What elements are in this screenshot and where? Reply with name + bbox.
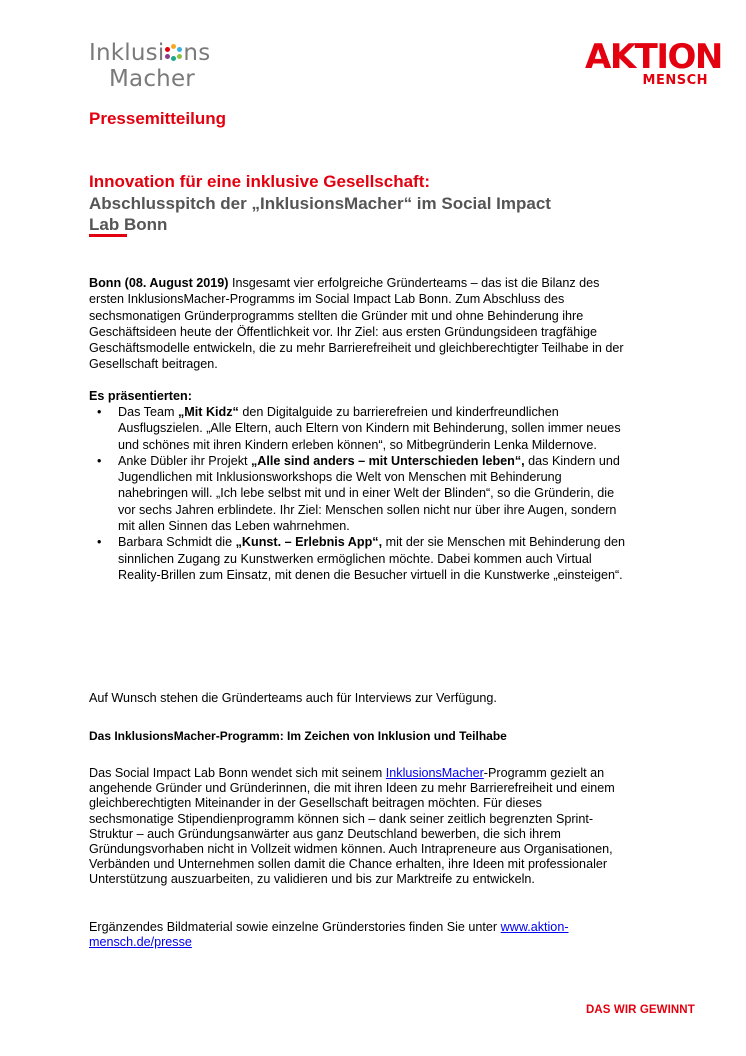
logo-mensch: MENSCH: [642, 73, 708, 88]
logo-text-part2: ns: [183, 40, 211, 66]
item-text: mit der sie Menschen mit Behinderung den sinnlichen Zugang zu Kunstwerken ermöglichen möchte. Dabei kommen auch Virtual Reality-Brillen zum Einsatz, mit denen die Besucher virtuell in die Kunstwerke „einsteigen“.: [118, 535, 626, 582]
item-text: Das Team: [118, 405, 178, 419]
item-bold: „Kunst. – Erlebnis App“,: [235, 535, 383, 550]
colored-dots-icon: [165, 44, 182, 61]
presenters-heading: Es präsentierten:: [89, 389, 192, 403]
presenters-list: [89, 404, 634, 583]
dateline: Bonn (08. August 2019): [89, 276, 229, 290]
program-text: -Programm gezielt an angehende Gründer und Gründerinnen, die mit ihren Ideen zu mehr Barrierefreiheit und einem gleichberechtigten Miteinander in der Gesellschaft beitragen möchten. Für dieses sechsmonatige Stipendienprogramm können sich – dank seiner zeitlich begrenzten Sprint-Struktur – auch Gründungsanwärter aus ganz Deutschland bewerben, die sich ihrem Gründungsvorhaben nicht in Vollzeit widmen können. Auch Intrapreneure aus Organisationen, Verbänden und Unternehmen sollen damit die Chance erhalten, ihre Ideen mit professionaler Unterstützung auszuarbeiten, zu validieren und bis zur Marktreife zu entwickeln.: [89, 766, 615, 887]
item-bold: „Alle sind anders – mit Unterschieden leben“,: [251, 453, 525, 468]
material-text: Ergänzendes Bildmaterial sowie einzelne Gründerstories finden Sie unter: [89, 920, 501, 934]
aktion-mensch-logo: [585, 37, 722, 88]
program-heading: Das InklusionsMacher-Programm: Im Zeichen von Inklusion und Teilhabe: [89, 729, 507, 743]
footer-slogan: DAS WIR GEWINNT: [586, 1004, 695, 1016]
item-text: den Digitalguide zu barrierefreien und kinderfreundlichen Ausflugszielen. „Alle Eltern, auch Eltern von Kindern mit Behinderung, sollen immer neues und schönes mit ihren Kindern erleben können“, so Mitbegründerin Lenka Mildernove.: [118, 405, 621, 452]
list-item: [89, 453, 634, 534]
item-bold: „Mit Kidz“: [177, 405, 239, 419]
document-type-label: Pressemitteilung: [89, 109, 226, 128]
logo-text-part1: Inklusi: [89, 40, 165, 66]
intro-text: Insgesamt vier erfolgreiche Gründerteams – das ist die Bilanz des ersten InklusionsMacher-Programms im Social Impact Lab Bonn. Zum Abschluss des sechsmonatigen Gründerprogramms stellten die Gründer mit und ohne Behinderung ihre Geschäftsideen heute der Öffentlichkeit vor. Ihr Ziel: aus ersten Gründungsideen tragfähige Geschäftsmodelle entwickeln, die zu mehr Barrierefreiheit und gleichberechtigter Teilhabe in der Gesellschaft beitragen.: [89, 276, 624, 372]
press-link[interactable]: www.aktion-mensch.de/presse: [89, 920, 569, 950]
subheadline-bonn: Bonn: [119, 215, 168, 234]
headline: Innovation für eine inklusive Gesellschaft:: [89, 172, 431, 191]
subheadline-lab: Lab: [89, 215, 120, 234]
program-paragraph: [89, 766, 629, 888]
list-item: [89, 404, 634, 453]
item-text: Anke Dübler ihr Projekt: [118, 453, 251, 468]
inklusionsmacher-link[interactable]: InklusionsMacher: [385, 766, 484, 780]
material-paragraph: [89, 920, 629, 950]
program-text: Das Social Impact Lab Bonn wendet sich mit seinem: [89, 766, 386, 780]
inklusionsmacher-logo: [89, 40, 210, 92]
list-item: [89, 534, 634, 583]
item-text: Barbara Schmidt die: [118, 535, 236, 550]
spellcheck-underline: [89, 234, 127, 237]
interviews-paragraph: Auf Wunsch stehen die Gründerteams auch für Interviews zur Verfügung.: [89, 691, 497, 705]
logo-text-line2: Macher: [109, 66, 195, 92]
subheadline: [89, 193, 629, 235]
subheadline-line1: Abschlusspitch der „InklusionsMacher“ im Social Impact: [89, 194, 551, 213]
intro-paragraph: [89, 275, 629, 373]
logo-aktion: AKTION: [585, 37, 722, 77]
item-text: das Kindern und Jugendlichen mit Inklusionsworkshops die Welt von Menschen mit Behinderung nahebringen will. „Ich lebe selbst mit und in einer Welt der Blinden“, so die Gründerin, die vor sechs Jahren erblindete. Ihr Ziel: Menschen sollen nicht nur über ihre Augen, sondern mit allen Sinnen das Leben wahrnehmen.: [118, 453, 620, 534]
